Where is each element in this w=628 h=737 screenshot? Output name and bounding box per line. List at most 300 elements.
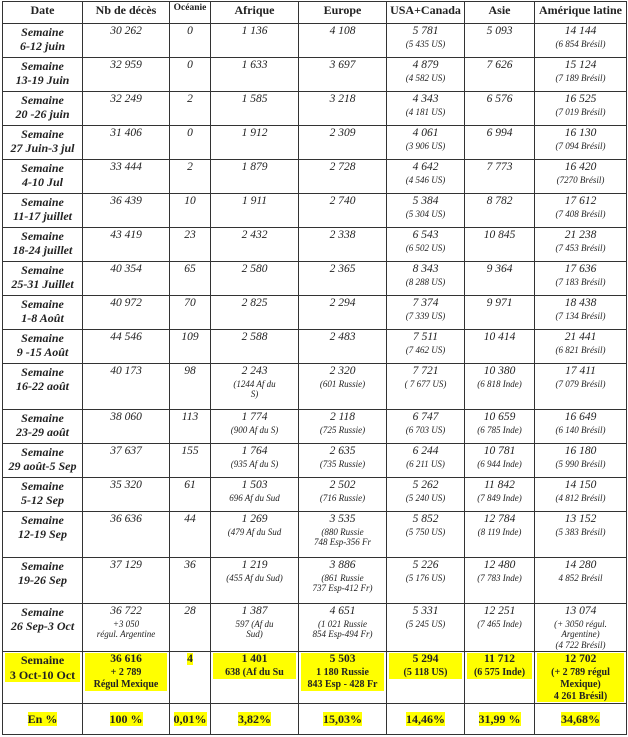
highlight-africa-line: 638 (Af du Su <box>213 667 296 679</box>
cell-africa-line: (455 Af du Sud) <box>226 572 283 583</box>
cell-africa <box>211 444 299 478</box>
highlight-usa-line: 5 294 <box>389 653 462 667</box>
percent-africa <box>211 704 299 735</box>
cell-latam-line: (7 453 Brésil) <box>555 242 606 253</box>
cell-deaths <box>83 558 170 604</box>
cell-latam-line: 16 130 <box>564 127 597 139</box>
table-row <box>3 194 627 228</box>
cell-asia-line: (6 785 Inde) <box>477 424 522 435</box>
cell-africa <box>211 512 299 558</box>
cell-deaths-line: 35 320 <box>110 479 142 491</box>
cell-asia-line: 10 659 <box>483 411 516 423</box>
cell-usa <box>387 410 465 444</box>
cell-africa <box>211 364 299 410</box>
cell-usa <box>387 228 465 262</box>
cell-deaths-line: 40 972 <box>110 297 142 309</box>
cell-deaths <box>83 24 170 58</box>
cell-usa <box>387 126 465 160</box>
cell-latam <box>535 444 627 478</box>
cell-asia-line: 10 414 <box>483 331 516 343</box>
cell-date-line: Semaine <box>21 93 64 107</box>
cell-asia <box>465 478 535 512</box>
cell-date <box>3 444 83 478</box>
cell-asia-line: 10 845 <box>483 229 516 241</box>
cell-africa-line: (935 Af du S) <box>230 458 279 469</box>
cell-asia-line: 5 093 <box>486 25 513 37</box>
table-row <box>3 262 627 296</box>
cell-latam-line: (7 094 Brésil) <box>555 140 606 151</box>
highlight-usa <box>387 652 465 704</box>
header-deaths: Nb de décès <box>83 2 170 24</box>
cell-date-line: 4-10 Jul <box>21 175 63 190</box>
cell-date <box>3 262 83 296</box>
cell-asia-line: 12 480 <box>483 559 516 571</box>
cell-oceania-line: 23 <box>184 229 196 241</box>
cell-africa-line: 2 588 <box>241 331 268 343</box>
cell-date-line: 11-17 juillet <box>12 209 72 224</box>
cell-europe-line: 2 294 <box>329 297 356 309</box>
cell-latam-line: 17 411 <box>565 365 596 377</box>
highlight-deaths-line: Régul Mexique <box>85 679 167 691</box>
header-oceania: Océanie <box>170 2 211 24</box>
highlight-latam <box>535 652 627 704</box>
header-row <box>3 2 627 24</box>
cell-latam-line: 21 441 <box>564 331 597 343</box>
cell-europe <box>299 24 387 58</box>
cell-deaths-line: régul. Argentine <box>96 629 156 640</box>
table-row <box>3 296 627 330</box>
percent-europe <box>299 704 387 735</box>
cell-usa-line: (8 288 US) <box>405 276 446 287</box>
cell-oceania <box>170 410 211 444</box>
cell-usa-line: (5 304 US) <box>405 208 446 219</box>
pct-oceania: 0,01% <box>173 712 207 727</box>
cell-asia <box>465 160 535 194</box>
cell-deaths-line: 33 444 <box>110 161 142 173</box>
cell-europe <box>299 330 387 364</box>
cell-africa-line: 1 633 <box>241 59 268 71</box>
cell-asia <box>465 92 535 126</box>
cell-africa-line: 1 911 <box>241 195 268 207</box>
cell-oceania <box>170 24 211 58</box>
cell-oceania <box>170 444 211 478</box>
cell-usa <box>387 92 465 126</box>
cell-europe-line: 2 309 <box>329 127 356 139</box>
cell-usa-line: ( 7 677 US) <box>404 378 447 389</box>
cell-europe-line: 737 Esp-412 Fr) <box>312 583 373 594</box>
cell-europe <box>299 228 387 262</box>
cell-oceania <box>170 92 211 126</box>
pct-deaths: 100 % <box>109 712 143 727</box>
cell-oceania-line: 65 <box>184 263 196 275</box>
cell-usa <box>387 444 465 478</box>
cell-deaths-line: 38 060 <box>110 411 142 423</box>
highlight-date <box>3 652 83 704</box>
cell-latam-line: (7 019 Brésil) <box>555 106 606 117</box>
cell-europe-line: 2 118 <box>329 411 356 423</box>
cell-oceania-line: 113 <box>181 411 199 423</box>
cell-europe <box>299 512 387 558</box>
cell-usa-line: 5 781 <box>412 25 439 37</box>
cell-date-line: Semaine <box>21 479 64 493</box>
cell-date <box>3 558 83 604</box>
highlight-asia <box>465 652 535 704</box>
cell-africa-line: 1 879 <box>241 161 268 173</box>
cell-date-line: 29 août-5 Sep <box>8 459 77 474</box>
table-row <box>3 160 627 194</box>
cell-africa <box>211 330 299 364</box>
cell-oceania <box>170 126 211 160</box>
cell-usa-line: 4 061 <box>412 127 439 139</box>
table-row <box>3 228 627 262</box>
cell-usa-line: (5 176 US) <box>405 572 446 583</box>
cell-africa <box>211 126 299 160</box>
cell-europe <box>299 92 387 126</box>
cell-europe-line: (1 021 Russie <box>318 618 367 629</box>
cell-africa <box>211 296 299 330</box>
cell-europe-line: 2 483 <box>329 331 356 343</box>
cell-date-line: Semaine <box>21 331 64 345</box>
cell-europe <box>299 478 387 512</box>
table-row <box>3 126 627 160</box>
cell-asia-line: (7 465 Inde) <box>477 618 522 629</box>
highlight-africa-line: 1 401 <box>213 653 296 667</box>
cell-europe-line: 3 886 <box>329 559 356 571</box>
table-row <box>3 558 627 604</box>
cell-asia <box>465 58 535 92</box>
cell-asia <box>465 364 535 410</box>
pct-europe: 15,03% <box>323 712 362 727</box>
table-row <box>3 410 627 444</box>
cell-deaths-line: 37 637 <box>110 445 142 457</box>
cell-asia-line: (7 849 Inde) <box>477 492 522 503</box>
cell-deaths-line: 32 249 <box>110 93 142 105</box>
cell-latam <box>535 410 627 444</box>
table-body <box>3 24 627 735</box>
cell-deaths <box>83 330 170 364</box>
highlight-deaths-line: 36 616 <box>85 653 167 667</box>
cell-latam-line: 4 852 Brésil <box>558 572 603 583</box>
cell-usa-line: 7 374 <box>412 297 439 309</box>
cell-date-line: 1-8 Août <box>21 311 64 326</box>
cell-usa-line: 6 543 <box>412 229 439 241</box>
cell-latam-line: 14 150 <box>564 479 597 491</box>
cell-oceania <box>170 330 211 364</box>
cell-asia <box>465 24 535 58</box>
highlight-asia-line: (6 575 Inde) <box>467 667 532 679</box>
cell-africa <box>211 58 299 92</box>
cell-usa <box>387 478 465 512</box>
cell-europe-line: 748 Esp-356 Fr <box>314 537 371 548</box>
highlight-europe-line: 843 Esp - 428 Fr <box>301 679 384 691</box>
cell-usa-line: 4 642 <box>412 161 439 173</box>
cell-asia <box>465 444 535 478</box>
highlight-europe <box>299 652 387 704</box>
cell-oceania-line: 0 <box>187 59 193 71</box>
cell-latam-line: 18 438 <box>564 297 597 309</box>
cell-europe-line: 2 320 <box>329 365 356 377</box>
highlight-europe-line: 5 503 <box>301 653 384 667</box>
cell-oceania-line: 109 <box>181 331 199 343</box>
cell-europe <box>299 194 387 228</box>
header-europe: Europe <box>299 2 387 24</box>
pct-africa: 3,82% <box>238 712 271 727</box>
table-row <box>3 512 627 558</box>
cell-europe <box>299 126 387 160</box>
cell-africa <box>211 604 299 652</box>
cell-deaths <box>83 512 170 558</box>
cell-oceania <box>170 262 211 296</box>
pct-asia: 31,99 % <box>478 712 521 727</box>
cell-africa <box>211 478 299 512</box>
cell-date <box>3 604 83 652</box>
cell-africa-line: 1 585 <box>241 93 268 105</box>
cell-date-line: 19-26 Sep <box>18 573 67 588</box>
cell-asia-line: 6 576 <box>486 93 513 105</box>
cell-deaths-line: 30 262 <box>110 25 142 37</box>
cell-latam-line: (7 189 Brésil) <box>555 72 606 83</box>
cell-deaths <box>83 92 170 126</box>
cell-date-line: Semaine <box>21 559 64 573</box>
cell-deaths <box>83 160 170 194</box>
cell-oceania-line: 61 <box>184 479 196 491</box>
cell-oceania <box>170 478 211 512</box>
cell-usa <box>387 512 465 558</box>
cell-usa <box>387 194 465 228</box>
cell-africa-line: 1 136 <box>241 25 268 37</box>
cell-latam-line: 14 280 <box>564 559 597 571</box>
cell-date <box>3 330 83 364</box>
cell-asia-line: (6 944 Inde) <box>477 458 522 469</box>
cell-africa-line: 1 503 <box>241 479 268 491</box>
cell-usa-line: 4 343 <box>412 93 439 105</box>
cell-asia <box>465 604 535 652</box>
cell-date-line: 23-29 août <box>15 425 69 440</box>
cell-oceania-line: 70 <box>184 297 196 309</box>
cell-latam-line: (6 854 Brésil) <box>555 38 606 49</box>
cell-africa <box>211 410 299 444</box>
cell-usa-line: (6 703 US) <box>405 424 446 435</box>
cell-africa <box>211 228 299 262</box>
cell-latam-line: (6 821 Brésil) <box>555 344 606 355</box>
cell-europe-line: (880 Russie <box>321 526 364 537</box>
cell-asia-line: (8 119 Inde) <box>477 526 522 537</box>
cell-usa-line: 4 879 <box>412 59 439 71</box>
cell-usa <box>387 604 465 652</box>
percent-latam <box>535 704 627 735</box>
cell-latam <box>535 126 627 160</box>
cell-date <box>3 160 83 194</box>
cell-deaths-line: 36 439 <box>110 195 142 207</box>
cell-latam-line: 16 525 <box>564 93 597 105</box>
cell-deaths-line: 40 354 <box>110 263 142 275</box>
percent-row <box>3 704 627 735</box>
hl-date-l1: Semaine <box>5 653 80 667</box>
cell-usa-line: (5 435 US) <box>405 38 446 49</box>
cell-asia-line: 11 842 <box>484 479 515 491</box>
cell-oceania-line: 10 <box>184 195 196 207</box>
cell-asia <box>465 410 535 444</box>
highlight-latam-line: (+ 2 789 régul Mexique) <box>537 667 624 691</box>
cell-date-line: Semaine <box>21 229 64 243</box>
cell-europe <box>299 410 387 444</box>
cell-deaths <box>83 364 170 410</box>
cell-latam-line: (6 140 Brésil) <box>555 424 606 435</box>
cell-date-line: 18-24 juillet <box>12 243 73 258</box>
deaths-table <box>2 1 627 735</box>
cell-date-line: Semaine <box>21 195 64 209</box>
cell-asia <box>465 228 535 262</box>
highlight-latam-line: 4 261 Brésil) <box>537 691 624 703</box>
cell-latam <box>535 364 627 410</box>
cell-latam <box>535 58 627 92</box>
cell-date <box>3 410 83 444</box>
cell-latam-line: (7 134 Brésil) <box>555 310 606 321</box>
cell-europe-line: 3 697 <box>329 59 356 71</box>
cell-latam-line: 21 238 <box>564 229 597 241</box>
cell-deaths-line: 44 546 <box>110 331 142 343</box>
cell-africa-line: 2 432 <box>241 229 268 241</box>
cell-asia-line: 9 971 <box>486 297 513 309</box>
cell-africa-line: S) <box>250 389 259 400</box>
cell-deaths <box>83 604 170 652</box>
cell-asia-line: 12 251 <box>483 605 516 617</box>
cell-asia-line: 12 784 <box>483 513 516 525</box>
cell-usa-line: 5 384 <box>412 195 439 207</box>
cell-africa-line: 2 243 <box>241 365 268 377</box>
cell-europe <box>299 160 387 194</box>
cell-date-line: Semaine <box>21 127 64 141</box>
cell-europe-line: 2 728 <box>329 161 356 173</box>
cell-europe-line: (601 Russie) <box>319 378 366 389</box>
cell-europe-line: (716 Russie) <box>319 492 366 503</box>
cell-usa-line: 7 511 <box>412 331 439 343</box>
cell-date-line: Semaine <box>21 445 64 459</box>
cell-asia <box>465 330 535 364</box>
header-asia: Asie <box>465 2 535 24</box>
cell-europe <box>299 262 387 296</box>
cell-date <box>3 126 83 160</box>
highlight-row <box>3 652 627 704</box>
cell-latam-line: 16 420 <box>564 161 597 173</box>
cell-latam <box>535 478 627 512</box>
hl-date-l2: 3 Oct-10 Oct <box>5 668 80 682</box>
table-row <box>3 330 627 364</box>
cell-asia <box>465 558 535 604</box>
cell-africa-line: 1 387 <box>241 605 268 617</box>
cell-date <box>3 92 83 126</box>
cell-asia-line: 10 781 <box>483 445 516 457</box>
cell-deaths-line: 32 959 <box>110 59 142 71</box>
cell-deaths-line: 36 636 <box>110 513 142 525</box>
cell-oceania <box>170 228 211 262</box>
cell-africa <box>211 194 299 228</box>
cell-usa-line: 6 747 <box>412 411 439 423</box>
cell-deaths <box>83 228 170 262</box>
cell-latam <box>535 24 627 58</box>
cell-deaths-line: 37 129 <box>110 559 142 571</box>
cell-usa-line: (7 462 US) <box>405 344 446 355</box>
cell-europe <box>299 444 387 478</box>
cell-usa <box>387 262 465 296</box>
header-date: Date <box>3 2 83 24</box>
cell-europe <box>299 364 387 410</box>
cell-date <box>3 512 83 558</box>
cell-latam-line: (5 383 Brésil) <box>555 526 606 537</box>
cell-date-line: Semaine <box>21 263 64 277</box>
header-usa-canada: USA+Canada <box>387 2 465 24</box>
cell-usa-line: (4 181 US) <box>405 106 446 117</box>
cell-europe-line: 2 502 <box>329 479 356 491</box>
cell-date-line: Semaine <box>21 513 64 527</box>
cell-asia <box>465 512 535 558</box>
cell-europe-line: 854 Esp-494 Fr) <box>312 629 373 640</box>
cell-europe <box>299 558 387 604</box>
cell-asia <box>465 194 535 228</box>
cell-date-line: Semaine <box>21 161 64 175</box>
cell-latam <box>535 296 627 330</box>
cell-asia-line: 8 782 <box>486 195 513 207</box>
table-row <box>3 364 627 410</box>
cell-date <box>3 24 83 58</box>
cell-date-line: Semaine <box>21 59 64 73</box>
cell-oceania-line: 36 <box>184 559 196 571</box>
cell-oceania-line: 44 <box>184 513 196 525</box>
cell-oceania <box>170 296 211 330</box>
percent-oceania <box>170 704 211 735</box>
cell-asia <box>465 126 535 160</box>
cell-latam-line: (4 812 Brésil) <box>555 492 606 503</box>
cell-deaths <box>83 194 170 228</box>
cell-deaths <box>83 58 170 92</box>
cell-asia-line: 7 773 <box>486 161 513 173</box>
cell-usa <box>387 24 465 58</box>
highlight-europe-line: 1 180 Russie <box>301 667 384 679</box>
cell-latam <box>535 330 627 364</box>
table-row <box>3 604 627 652</box>
cell-africa-line: 1 774 <box>241 411 268 423</box>
cell-usa <box>387 364 465 410</box>
cell-date-line: 9 -15 Août <box>16 345 69 360</box>
highlight-oceania <box>170 652 211 704</box>
cell-deaths-line: +3 050 <box>112 618 140 629</box>
header-africa: Afrique <box>211 2 299 24</box>
cell-africa <box>211 160 299 194</box>
cell-oceania <box>170 512 211 558</box>
cell-latam-line: 16 180 <box>564 445 597 457</box>
cell-latam-line: 13 152 <box>564 513 597 525</box>
cell-usa-line: (5 240 US) <box>405 492 446 503</box>
highlight-africa <box>211 652 299 704</box>
cell-date <box>3 228 83 262</box>
cell-latam <box>535 92 627 126</box>
cell-usa-line: (3 906 US) <box>405 140 446 151</box>
cell-latam <box>535 558 627 604</box>
cell-oceania <box>170 160 211 194</box>
cell-europe-line: 2 365 <box>329 263 356 275</box>
cell-asia-line: 6 994 <box>486 127 513 139</box>
pct-latam: 34,68% <box>561 712 600 727</box>
cell-africa <box>211 92 299 126</box>
cell-asia-line: 7 626 <box>486 59 513 71</box>
percent-label <box>3 704 83 735</box>
pct-usa: 14,46% <box>406 712 445 727</box>
cell-latam-line: (5 990 Brésil) <box>555 458 606 469</box>
cell-deaths <box>83 126 170 160</box>
cell-africa-line: 1 912 <box>241 127 268 139</box>
cell-usa-line: 5 852 <box>412 513 439 525</box>
hl-oceania-l1: 4 <box>187 653 193 666</box>
